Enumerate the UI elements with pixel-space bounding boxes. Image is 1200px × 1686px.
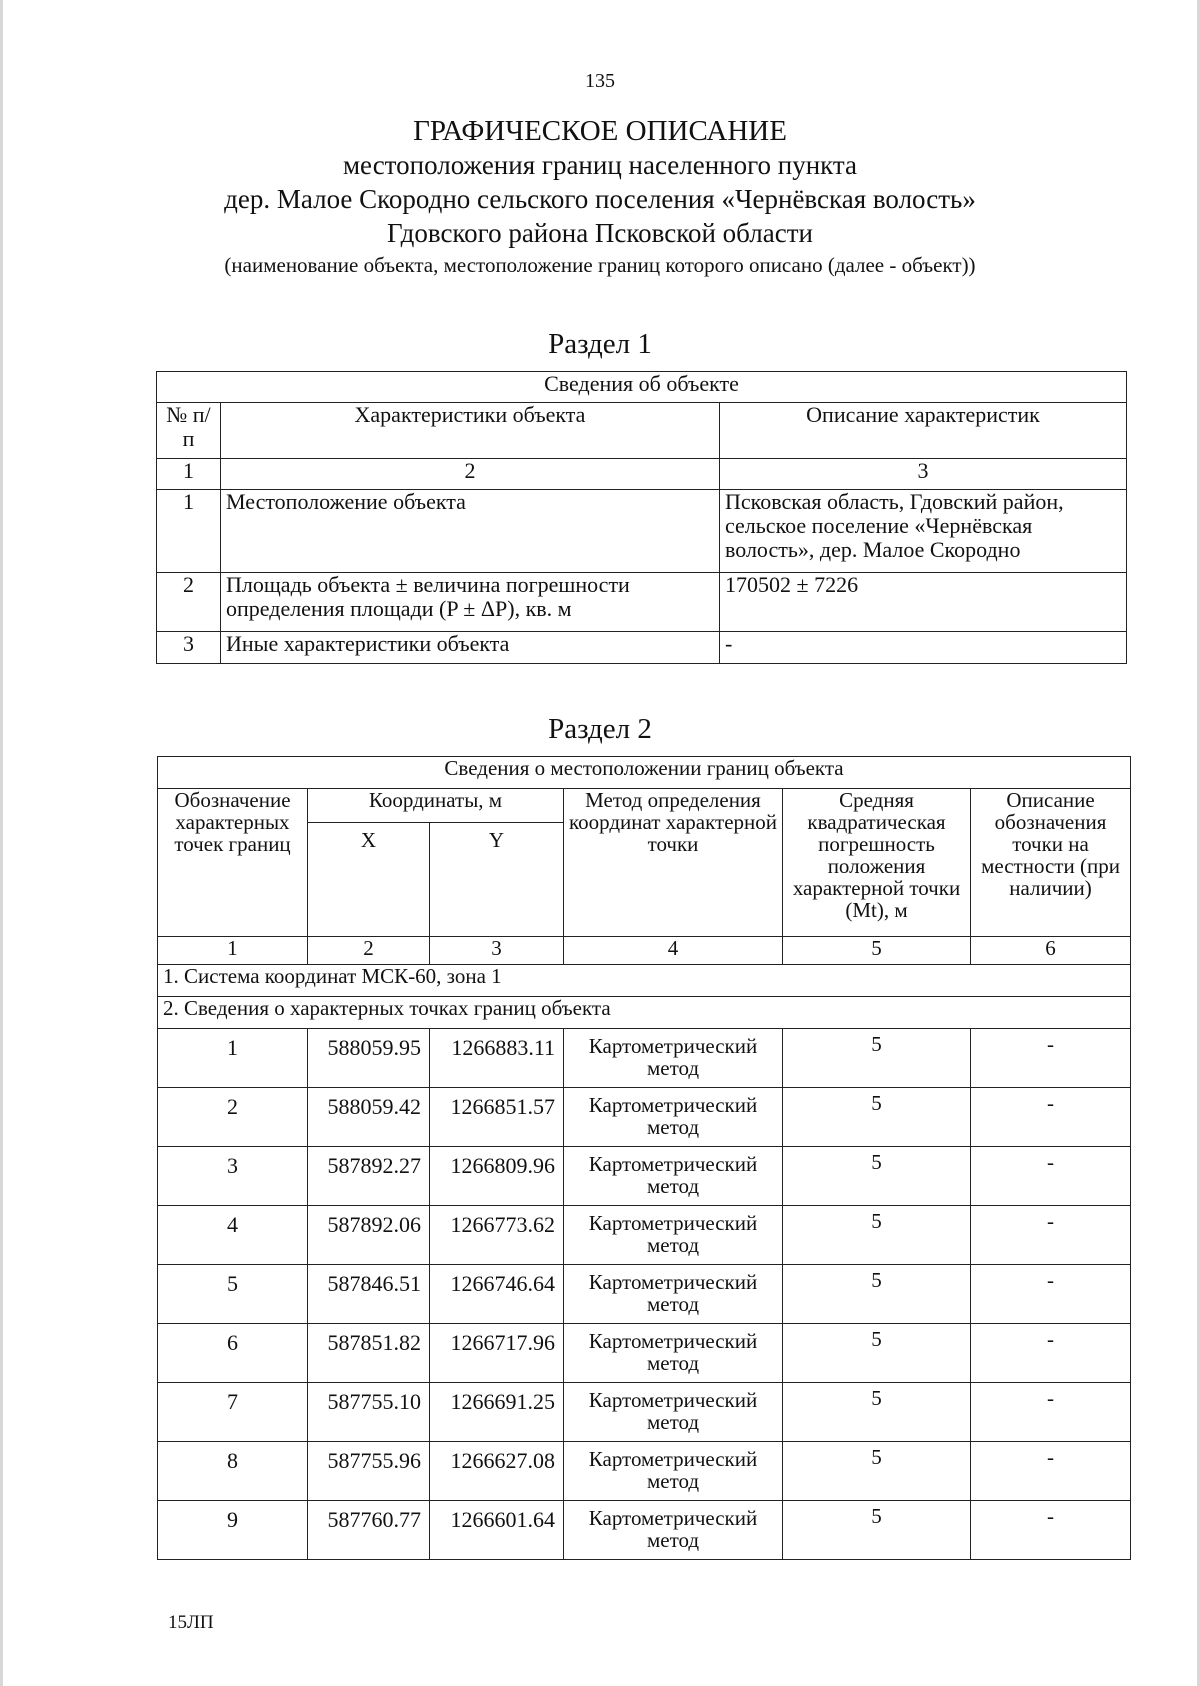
col-number-4: 4 — [564, 937, 783, 965]
table-row — [158, 1265, 1131, 1324]
point-id: 2 — [158, 1088, 308, 1147]
col-number-2: 2 — [221, 459, 720, 490]
point-y: 1266627.08 — [430, 1442, 564, 1501]
point-y: 1266717.96 — [430, 1324, 564, 1383]
point-y: 1266851.57 — [430, 1088, 564, 1147]
table-colnum-row — [157, 459, 1127, 490]
point-x: 587892.27 — [308, 1147, 430, 1206]
table-header-row — [157, 403, 1127, 459]
point-mt: 5 — [783, 1147, 971, 1206]
table-row — [158, 1029, 1131, 1088]
table-row — [158, 1088, 1131, 1147]
point-method: Картометрический метод — [564, 1147, 783, 1206]
col-header-x: X — [308, 823, 430, 937]
point-mt: 5 — [783, 1206, 971, 1265]
table-header-row — [158, 789, 1131, 823]
point-y: 1266691.25 — [430, 1383, 564, 1442]
point-y: 1266746.64 — [430, 1265, 564, 1324]
point-mt: 5 — [783, 1029, 971, 1088]
point-x: 587846.51 — [308, 1265, 430, 1324]
point-x: 587755.96 — [308, 1442, 430, 1501]
document-title: ГРАФИЧЕСКОЕ ОПИСАНИЕ — [413, 115, 787, 147]
table-row — [158, 1383, 1131, 1442]
point-mt: 5 — [783, 1383, 971, 1442]
section2-title: Раздел 2 — [548, 713, 652, 745]
col-header-desc: Описание обозначения точки на местности (при наличии) — [971, 789, 1131, 937]
row-characteristic: Местоположение объекта — [221, 490, 720, 573]
document-header — [0, 114, 1200, 280]
point-id: 8 — [158, 1442, 308, 1501]
point-mt: 5 — [783, 1088, 971, 1147]
col-header-number: № п/п — [157, 403, 221, 459]
row-description: Псковская область, Гдовский район, сельское поселение «Чернёвская волость», дер. Малое Скородно — [720, 490, 1127, 573]
point-y: 1266809.96 — [430, 1147, 564, 1206]
point-method: Картометрический метод — [564, 1324, 783, 1383]
point-desc: - — [971, 1265, 1131, 1324]
row-characteristic: Площадь объекта ± величина погрешности определения площади (P ± ΔP), кв. м — [221, 573, 720, 632]
point-id: 4 — [158, 1206, 308, 1265]
table-row — [158, 1324, 1131, 1383]
col-number-1: 1 — [157, 459, 221, 490]
point-desc: - — [971, 1206, 1131, 1265]
point-desc: - — [971, 1088, 1131, 1147]
coordinate-system-row: 1. Система координат МСК-60, зона 1 — [158, 965, 1131, 997]
document-subtitle-1: местоположения границ населенного пункта — [342, 150, 858, 180]
point-id: 7 — [158, 1383, 308, 1442]
point-id: 6 — [158, 1324, 308, 1383]
table-row — [158, 1147, 1131, 1206]
point-x: 587760.77 — [308, 1501, 430, 1560]
row-description: 170502 ± 7226 — [720, 573, 1127, 632]
table1-caption: Сведения об объекте — [157, 372, 1127, 403]
document-subtitle-2: дер. Малое Скородно сельского поселения «Чернёвская волость» — [224, 184, 976, 214]
table-row — [157, 490, 1127, 573]
col-header-coords: Координаты, м — [308, 789, 564, 823]
points-section-row: 2. Сведения о характерных точках границ объекта — [158, 997, 1131, 1029]
row-number: 1 — [157, 490, 221, 573]
table-colnum-row — [158, 937, 1131, 965]
point-y: 1266773.62 — [430, 1206, 564, 1265]
point-desc: - — [971, 1383, 1131, 1442]
point-desc: - — [971, 1324, 1131, 1383]
object-info-table — [156, 371, 1127, 664]
point-desc: - — [971, 1029, 1131, 1088]
point-desc: - — [971, 1442, 1131, 1501]
col-header-characteristic: Характеристики объекта — [221, 403, 720, 459]
point-id: 3 — [158, 1147, 308, 1206]
col-header-method: Метод определения координат характерной точки — [564, 789, 783, 937]
table-subheader-row — [158, 997, 1131, 1029]
document-subtitle-3: Гдовского района Псковской области — [387, 218, 813, 248]
col-header-description: Описание характеристик — [720, 403, 1127, 459]
point-desc: - — [971, 1501, 1131, 1560]
point-mt: 5 — [783, 1324, 971, 1383]
point-mt: 5 — [783, 1501, 971, 1560]
point-method: Картометрический метод — [564, 1383, 783, 1442]
row-number: 2 — [157, 573, 221, 632]
page-number: 135 — [585, 70, 615, 92]
table-row — [158, 1206, 1131, 1265]
point-method: Картометрический метод — [564, 1442, 783, 1501]
col-number-2: 2 — [308, 937, 430, 965]
table2-caption: Сведения о местоположении границ объекта — [158, 757, 1131, 789]
section1-title: Раздел 1 — [548, 328, 652, 360]
col-header-error: Средняя квадратическая погрешность положения характерной точки (Mt), м — [783, 789, 971, 937]
point-x: 588059.95 — [308, 1029, 430, 1088]
col-number-3: 3 — [430, 937, 564, 965]
points-body — [158, 1029, 1131, 1560]
point-y: 1266883.11 — [430, 1029, 564, 1088]
footer-code: 15ЛП — [168, 1612, 214, 1633]
col-number-5: 5 — [783, 937, 971, 965]
point-method: Картометрический метод — [564, 1029, 783, 1088]
col-number-3: 3 — [720, 459, 1127, 490]
table-caption-row — [158, 757, 1131, 789]
point-method: Картометрический метод — [564, 1206, 783, 1265]
point-x: 588059.42 — [308, 1088, 430, 1147]
boundary-points-table — [157, 756, 1131, 1560]
table-row — [158, 1501, 1131, 1560]
point-method: Картометрический метод — [564, 1501, 783, 1560]
table-caption-row — [157, 372, 1127, 403]
point-id: 5 — [158, 1265, 308, 1324]
point-id: 1 — [158, 1029, 308, 1088]
point-id: 9 — [158, 1501, 308, 1560]
document-subtitle-note: (наименование объекта, местоположение границ которого описано (далее - объект)) — [224, 253, 976, 277]
row-description: - — [720, 632, 1127, 664]
row-characteristic: Иные характеристики объекта — [221, 632, 720, 664]
point-mt: 5 — [783, 1442, 971, 1501]
point-x: 587892.06 — [308, 1206, 430, 1265]
table-row — [158, 1442, 1131, 1501]
point-x: 587755.10 — [308, 1383, 430, 1442]
point-desc: - — [971, 1147, 1131, 1206]
col-header-y: Y — [430, 823, 564, 937]
point-method: Картометрический метод — [564, 1088, 783, 1147]
col-number-6: 6 — [971, 937, 1131, 965]
point-method: Картометрический метод — [564, 1265, 783, 1324]
point-x: 587851.82 — [308, 1324, 430, 1383]
table-subheader-row — [158, 965, 1131, 997]
table-row — [157, 573, 1127, 632]
col-header-point: Обозначение характерных точек границ — [158, 789, 308, 937]
table-row — [157, 632, 1127, 664]
point-y: 1266601.64 — [430, 1501, 564, 1560]
row-number: 3 — [157, 632, 221, 664]
col-number-1: 1 — [158, 937, 308, 965]
point-mt: 5 — [783, 1265, 971, 1324]
